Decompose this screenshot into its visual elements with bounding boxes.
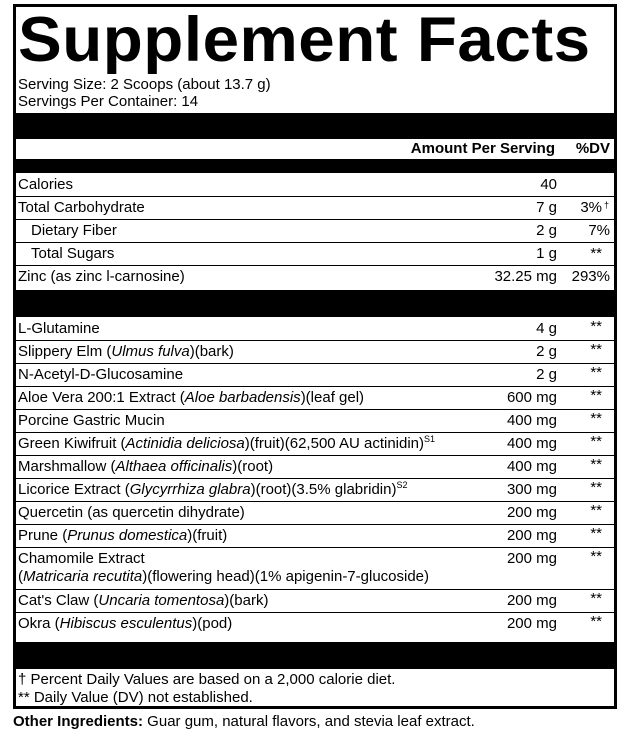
ingredient-dv: ** [590, 387, 602, 404]
ingredient-name: Okra (Hibiscus esculentus)(pod) [18, 615, 233, 632]
ingredient-amount: 300 mg [506, 481, 557, 498]
ingredient-dv: ** [590, 479, 602, 496]
ingredient-row [16, 432, 614, 456]
ingredient-amount: 2 g [536, 366, 557, 383]
thick-divider [16, 159, 614, 173]
ingredient-amount: 200 mg [506, 527, 557, 544]
ingredient-amount: 200 mg [506, 615, 557, 632]
servings-per-container: Servings Per Container: 14 [18, 93, 199, 110]
footnote-asterisk: ** Daily Value (DV) not established. [18, 689, 253, 706]
nutrient-amount: 1 g [536, 245, 557, 262]
ingredient-row [16, 589, 614, 613]
ingredient-amount: 600 mg [506, 389, 557, 406]
ingredient-amount: 200 mg [506, 550, 557, 567]
nutrient-name: Calories [18, 176, 74, 193]
panel-title: Supplement Facts [18, 5, 591, 75]
amount-per-serving-header: Amount Per Serving [410, 140, 555, 157]
nutrient-row [16, 265, 614, 288]
nutrient-name: Total Carbohydrate [18, 199, 145, 216]
ingredient-row [16, 478, 614, 502]
ingredient-detail: (Matricaria recutita)(flowering head)(1% apigenin-7-glucoside) [18, 568, 430, 585]
nutrient-amount: 40 [540, 176, 557, 193]
ingredient-name: Cat's Claw (Uncaria tomentosa)(bark) [18, 592, 269, 609]
ingredient-amount: 400 mg [506, 458, 557, 475]
thick-divider [16, 642, 614, 669]
thick-divider [16, 290, 614, 317]
ingredient-name: Slippery Elm (Ulmus fulva)(bark) [18, 343, 234, 360]
ingredient-dv: ** [590, 456, 602, 473]
ingredient-name: Licorice Extract (Glycyrrhiza glabra)(root)(3.5% glabridin)$^{S2}$ [18, 480, 408, 498]
ingredient-name: Aloe Vera 200:1 Extract (Aloe barbadensis)(leaf gel) [18, 389, 365, 406]
nutrient-amount: 2 g [536, 222, 557, 239]
supplement-facts-panel [13, 4, 617, 709]
dv-header: %DV [575, 140, 610, 157]
nutrient-row [16, 173, 614, 197]
nutrient-dv: ** [590, 245, 602, 262]
nutrient-row [16, 242, 614, 266]
ingredient-name: Porcine Gastric Mucin [18, 412, 165, 429]
ingredient-name: Prune (Prunus domestica)(fruit) [18, 527, 228, 544]
nutrient-name: Zinc (as zinc l-carnosine) [18, 268, 185, 285]
other-ingredients [13, 713, 475, 731]
other-ingredients-text: Guar gum, natural flavors, and stevia leaf extract. [143, 713, 475, 730]
ingredient-amount: 4 g [536, 320, 557, 337]
ingredient-row [16, 340, 614, 364]
ingredient-amount: 200 mg [506, 592, 557, 609]
ingredient-row [16, 363, 614, 387]
ingredient-row [16, 317, 614, 341]
ingredient-row [16, 612, 614, 638]
serving-size: Serving Size: 2 Scoops (about 13.7 g) [18, 76, 271, 93]
ingredient-name: Green Kiwifruit (Actinidia deliciosa)(fruit)(62,500 AU actinidin)$^{S1}$ [18, 434, 436, 452]
ingredient-row [16, 524, 614, 548]
dagger-mark: † [603, 200, 609, 210]
nutrient-row [16, 219, 614, 243]
ingredient-dv: ** [590, 433, 602, 450]
ingredient-name: Marshmallow (Althaea officinalis)(root) [18, 458, 274, 475]
ingredient-dv: ** [590, 364, 602, 381]
ingredient-dv: ** [590, 525, 602, 542]
ingredient-row-chamomile [16, 547, 614, 590]
ingredient-dv: ** [590, 410, 602, 427]
nutrient-amount: 7 g [536, 199, 557, 216]
ingredient-amount: 400 mg [506, 412, 557, 429]
ingredient-name: L-Glutamine [18, 320, 100, 337]
ingredient-dv: ** [590, 341, 602, 358]
other-ingredients-label: Other Ingredients: [13, 713, 144, 730]
thick-divider [16, 113, 614, 139]
nutrient-amount: 32.25 mg [494, 268, 557, 285]
ingredient-row [16, 409, 614, 433]
nutrient-name: Dietary Fiber [31, 222, 117, 239]
ingredient-dv: ** [590, 613, 602, 630]
ingredient-row [16, 386, 614, 410]
nutrient-dv: 293% [571, 268, 610, 285]
nutrient-dv: 7% [588, 222, 610, 239]
ingredient-amount: 200 mg [506, 504, 557, 521]
ingredient-dv: ** [590, 590, 602, 607]
ingredient-name: Chamomile Extract [18, 550, 145, 567]
ingredient-row [16, 501, 614, 525]
ingredient-dv: ** [590, 318, 602, 335]
nutrient-name: Total Sugars [31, 245, 115, 262]
ingredient-name: N-Acetyl-D-Glucosamine [18, 366, 184, 383]
ingredient-dv: ** [590, 502, 602, 519]
nutrient-dv: 3% [580, 199, 602, 216]
ingredient-row [16, 455, 614, 479]
ingredient-name: Quercetin (as quercetin dihydrate) [18, 504, 245, 521]
ingredient-amount: 2 g [536, 343, 557, 360]
ingredient-amount: 400 mg [506, 435, 557, 452]
footnote-dagger: † Percent Daily Values are based on a 2,000 calorie diet. [18, 671, 396, 688]
nutrient-row [16, 196, 614, 220]
ingredient-dv: ** [590, 548, 602, 565]
